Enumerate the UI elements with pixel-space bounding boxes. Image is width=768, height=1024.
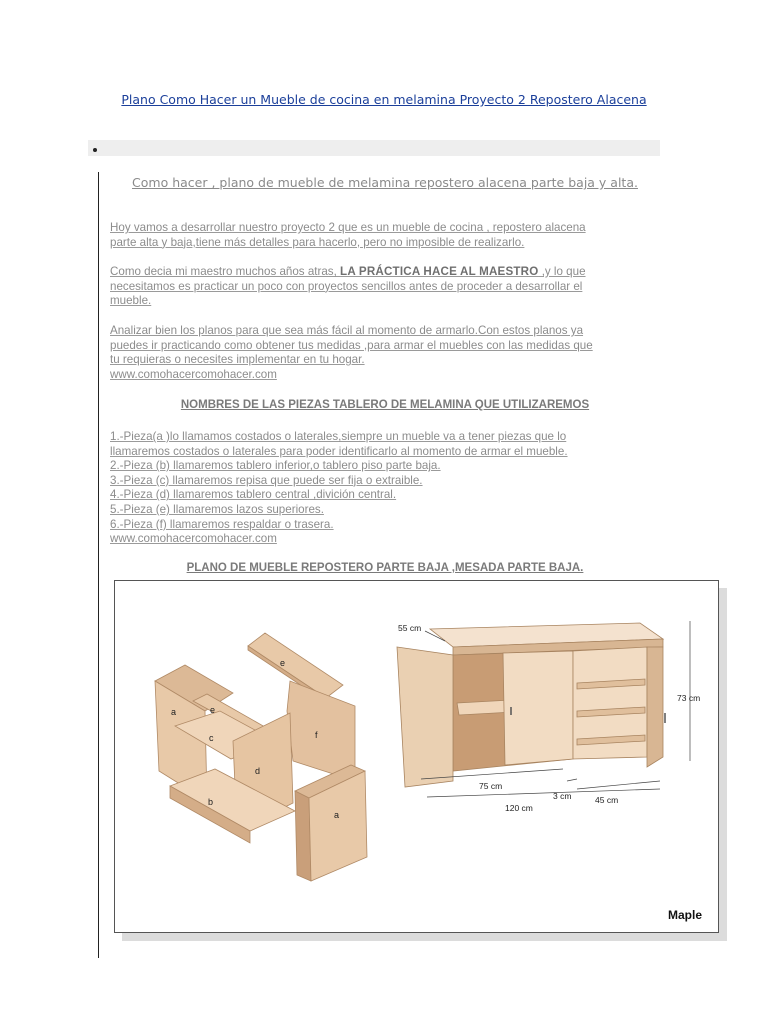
label-e-top: e bbox=[280, 658, 286, 668]
intro-paragraph bbox=[110, 221, 660, 250]
dim-height: 73 cm bbox=[677, 693, 701, 703]
maestro-line-1 bbox=[110, 265, 660, 280]
piece-a-line-2: llamaremos costados o laterales para poder identificarlo al momento de armar el mueble. bbox=[110, 444, 568, 458]
assembled-cabinet bbox=[397, 623, 665, 787]
piece-b: 2.-Pieza (b) llamaremos tablero inferior,o tablero piso parte baja. bbox=[110, 459, 441, 473]
website-link-2[interactable]: www.comohacercomohacer.com bbox=[110, 532, 277, 546]
dim-depth: 55 cm bbox=[398, 623, 422, 633]
label-f: f bbox=[315, 730, 318, 740]
intro-line-2: parte alta y baja,tiene más detalles para hacerlo, pero no imposible de realizarlo. bbox=[110, 235, 525, 249]
maestro-quote: LA PRÁCTICA HACE AL MAESTRO bbox=[340, 265, 539, 278]
maestro-line-2: necesitamos es practicar un poco con proyectos sencillos antes de proceder a desarrollar el bbox=[110, 279, 583, 293]
label-e-rail: e bbox=[210, 705, 216, 715]
maestro-continuation: ,y lo que bbox=[538, 265, 586, 278]
label-a-left: a bbox=[171, 707, 177, 717]
piece-f: 6.-Pieza (f) llamaremos respaldar o trasera. bbox=[110, 517, 334, 531]
dim-right-width: 45 cm bbox=[595, 795, 619, 805]
piece-d: 4.-Pieza (d) llamaremos tablero central ,divición central. bbox=[110, 488, 397, 502]
plans-line-3: tu requieras o necesites implementar en tu hogar. bbox=[110, 353, 365, 367]
furniture-plan-drawing bbox=[115, 581, 718, 932]
label-c: c bbox=[209, 733, 214, 743]
brand-logo: Maple bbox=[667, 908, 702, 922]
plans-paragraph bbox=[110, 324, 660, 382]
article-subtitle: Como hacer , plano de mueble de melamina repostero alacena parte baja y alta. bbox=[132, 175, 638, 190]
bullet-bar bbox=[88, 140, 660, 156]
dim-total: 120 cm bbox=[505, 803, 533, 813]
label-a-right: a bbox=[334, 810, 340, 820]
closed-door bbox=[503, 651, 573, 765]
label-d: d bbox=[255, 766, 261, 776]
maestro-paragraph bbox=[110, 265, 660, 309]
intro-line-1: Hoy vamos a desarrollar nuestro proyecto 2 que es un mueble de cocina , repostero alacena bbox=[110, 221, 586, 234]
maestro-text: Como decia mi maestro muchos años atras, bbox=[110, 265, 341, 278]
pieces-list bbox=[110, 430, 660, 547]
piece-a-line-1: 1.-Pieza(a )lo llamamos costados o laterales,siempre un mueble va a tener piezas que lo bbox=[110, 430, 567, 443]
piece-f-back bbox=[287, 681, 355, 781]
piece-c: 3.-Pieza (c) llamaremos repisa que puede ser fija o extraible. bbox=[110, 473, 423, 487]
piece-e: 5.-Pieza (e) llamaremos lazos superiores. bbox=[110, 502, 324, 516]
dim-left-width: 75 cm bbox=[479, 781, 503, 791]
maestro-line-3: mueble. bbox=[110, 294, 152, 308]
label-b: b bbox=[208, 797, 214, 807]
website-link[interactable]: www.comohacercomohacer.com bbox=[110, 367, 277, 381]
furniture-plan-figure bbox=[114, 580, 719, 933]
cabinet-side bbox=[647, 647, 663, 767]
bullet-point bbox=[93, 148, 97, 152]
exploded-view bbox=[155, 633, 367, 881]
pieces-heading: NOMBRES DE LAS PIEZAS TABLERO DE MELAMINA QUE UTILIZAREMOS bbox=[180, 399, 590, 411]
document-title[interactable]: Plano Como Hacer un Mueble de cocina en melamina Proyecto 2 Repostero Alacena bbox=[121, 92, 647, 107]
plan-heading: PLANO DE MUEBLE REPOSTERO PARTE BAJA ,MESADA PARTE BAJA. bbox=[186, 562, 584, 574]
dim-gap: 3 cm bbox=[553, 791, 572, 801]
plans-line-1: Analizar bien los planos para que sea más fácil al momento de armarlo.Con estos planos ya bbox=[110, 324, 584, 337]
left-rule bbox=[98, 172, 99, 958]
plans-line-2: puedes ir practicando como obtener tus medidas ,para armar el muebles con las medidas que bbox=[110, 338, 593, 352]
open-door bbox=[397, 647, 453, 787]
